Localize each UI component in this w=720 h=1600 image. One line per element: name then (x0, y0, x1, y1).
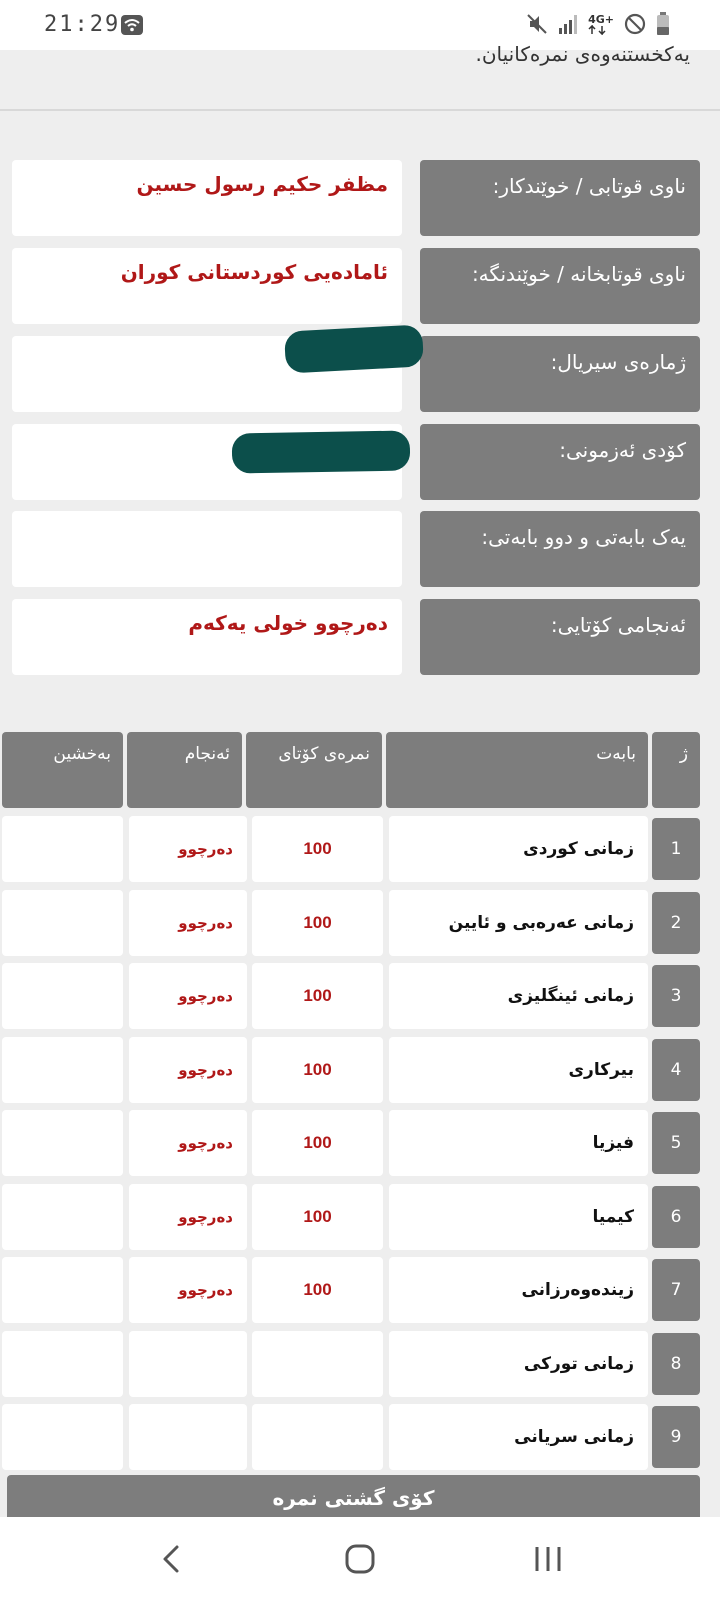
row-granting (2, 1184, 123, 1250)
row-granting (2, 1331, 123, 1397)
status-icons (526, 12, 670, 36)
row-granting (2, 1257, 123, 1323)
status-time: 21:29 (44, 12, 121, 37)
info-row-final-result (12, 599, 700, 675)
row-subject: کیمیا (389, 1184, 648, 1250)
student-name-label: ناوی قوتابی / خوێندکار: (420, 160, 700, 236)
wifi-icon (120, 14, 144, 36)
row-granting (2, 1037, 123, 1103)
row-number: 6 (652, 1186, 700, 1248)
total-bar: کۆی گشتی نمرە (7, 1475, 700, 1517)
row-granting (2, 1404, 123, 1470)
row-final-grade: 100 (252, 1184, 383, 1250)
row-number: 9 (652, 1406, 700, 1468)
redaction-exam-code (232, 430, 411, 473)
row-final-grade: 100 (252, 890, 383, 956)
network-type: 4G+ (588, 14, 614, 35)
info-row-school (12, 248, 700, 324)
student-name-value: مظفر حكيم رسول حسين (12, 160, 402, 236)
intro-text: یەکخستنەوەی نمرەکانیان. (475, 42, 690, 66)
info-row-student-name (12, 160, 700, 236)
row-granting (2, 890, 123, 956)
redaction-serial (284, 324, 424, 373)
header-num: ژ (652, 732, 700, 808)
row-subject: زمانی کوردی (389, 816, 648, 882)
row-final-grade: 100 (252, 963, 383, 1029)
row-final-grade (252, 1404, 383, 1470)
row-result: دەرچوو (129, 1037, 247, 1103)
row-result (129, 1404, 247, 1470)
row-number: 1 (652, 818, 700, 880)
subjects-label: یەک بابەتی و دوو بابەتی: (420, 511, 700, 587)
serial-label: ژمارەی سیریال: (420, 336, 700, 412)
row-subject: زمانی سریانی (389, 1404, 648, 1470)
row-number: 3 (652, 965, 700, 1027)
header-final-grade: نمرەی کۆتای (246, 732, 382, 808)
final-result-label: ئەنجامی کۆتایی: (420, 599, 700, 675)
subjects-value (12, 511, 402, 587)
row-granting (2, 816, 123, 882)
row-result: دەرچوو (129, 1257, 247, 1323)
row-final-grade (252, 1331, 383, 1397)
nav-bar (0, 1517, 720, 1600)
row-subject: زمانی عەرەبی و ئایین (389, 890, 648, 956)
row-number: 4 (652, 1039, 700, 1101)
info-row-subjects (12, 511, 700, 587)
home-icon[interactable] (338, 1539, 382, 1579)
battery-icon (656, 12, 670, 36)
row-subject: زمانی ئینگلیزی (389, 963, 648, 1029)
school-label: ناوی قوتابخانە / خوێندنگە: (420, 248, 700, 324)
recents-icon[interactable] (526, 1539, 570, 1579)
row-result: دەرچوو (129, 963, 247, 1029)
row-subject: بیرکاری (389, 1037, 648, 1103)
row-number: 2 (652, 892, 700, 954)
row-number: 8 (652, 1333, 700, 1395)
row-result (129, 1331, 247, 1397)
header-granting: بەخشین (2, 732, 123, 808)
header-result: ئەنجام (127, 732, 242, 808)
row-final-grade: 100 (252, 1037, 383, 1103)
final-result-value: دەرچوو خولی یەکەم (12, 599, 402, 675)
row-final-grade: 100 (252, 816, 383, 882)
row-granting (2, 963, 123, 1029)
signal-icon (558, 13, 578, 35)
row-result: دەرچوو (129, 1184, 247, 1250)
row-granting (2, 1110, 123, 1176)
divider (0, 109, 720, 111)
header-subject: بابەت (386, 732, 648, 808)
back-icon[interactable] (150, 1539, 194, 1579)
exam-code-label: کۆدی ئەزمونی: (420, 424, 700, 500)
school-value: ئامادەیی کوردستانی کوران (12, 248, 402, 324)
row-subject: فیزیا (389, 1110, 648, 1176)
row-number: 5 (652, 1112, 700, 1174)
row-number: 7 (652, 1259, 700, 1321)
row-final-grade: 100 (252, 1257, 383, 1323)
row-final-grade: 100 (252, 1110, 383, 1176)
row-result: دەرچوو (129, 1110, 247, 1176)
row-result: دەرچوو (129, 890, 247, 956)
row-subject: زمانی تورکی (389, 1331, 648, 1397)
row-result: دەرچوو (129, 816, 247, 882)
blocked-icon (624, 13, 646, 35)
mute-icon (526, 13, 548, 35)
row-subject: زیندەوەرزانی (389, 1257, 648, 1323)
